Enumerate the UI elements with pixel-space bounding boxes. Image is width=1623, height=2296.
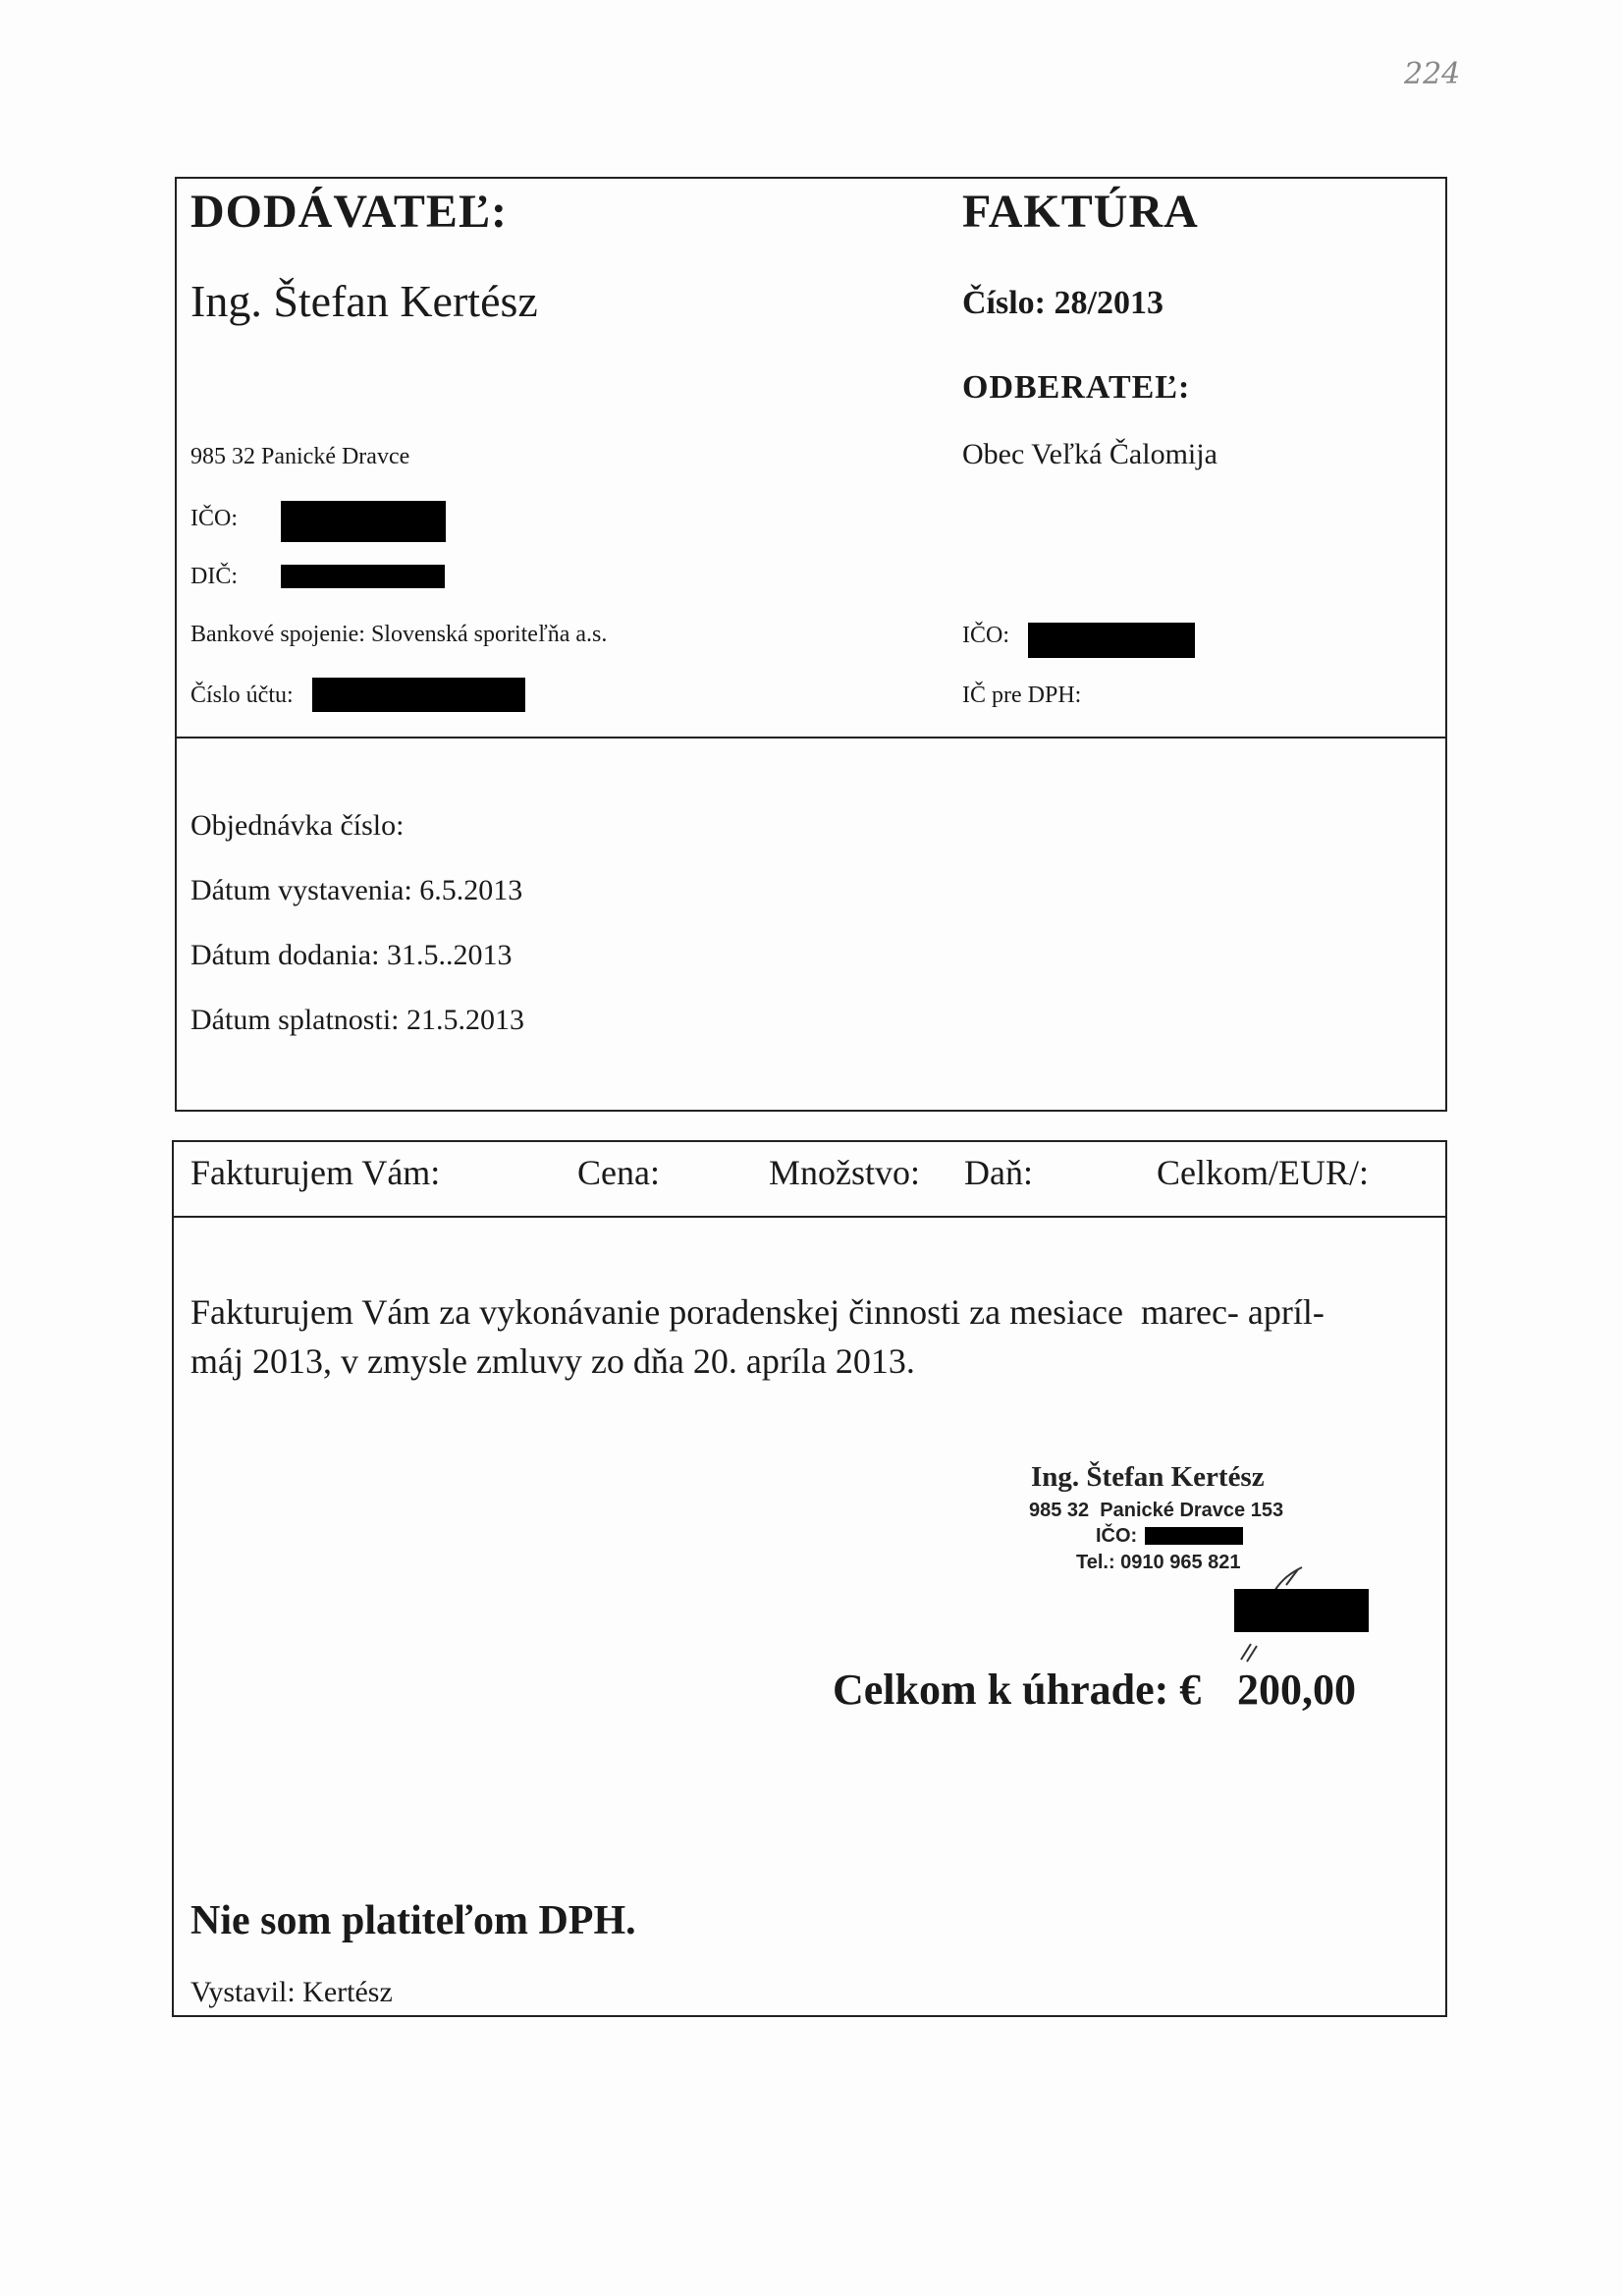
supplier-address: 985 32 Panické Dravce — [190, 444, 410, 469]
redacted-customer-ico — [1028, 623, 1195, 658]
supplier-heading: DODÁVATEĽ: — [190, 186, 508, 238]
stamp-name: Ing. Štefan Kertész — [1031, 1461, 1265, 1493]
redacted-signature — [1234, 1589, 1369, 1632]
total-label: Celkom k úhrade: € — [833, 1666, 1202, 1714]
invoice-number: Číslo: 28/2013 — [962, 285, 1163, 321]
supplier-dic-label: DIČ: — [190, 564, 238, 589]
description-line-1: Fakturujem Vám za vykonávanie poradenskej činnosti za mesiace marec- apríl- — [190, 1292, 1325, 1332]
items-header-divider — [172, 1216, 1447, 1218]
supplier-ico-label: IČO: — [190, 506, 238, 531]
col-header-tax: Daň: — [964, 1153, 1033, 1192]
vat-note: Nie som platiteľom DPH. — [190, 1898, 636, 1943]
supplier-name: Ing. Štefan Kertész — [190, 276, 538, 326]
due-date: Dátum splatnosti: 21.5.2013 — [190, 1004, 524, 1036]
description-line-2: máj 2013, v zmysle zmluvy zo dňa 20. apríla 2013. — [190, 1341, 915, 1381]
stamp-phone: Tel.: 0910 965 821 — [1076, 1552, 1241, 1573]
issue-date: Dátum vystavenia: 6.5.2013 — [190, 874, 523, 906]
customer-vat-label: IČ pre DPH: — [962, 683, 1082, 708]
redacted-supplier-account — [312, 678, 525, 712]
order-info-box — [175, 737, 1447, 1112]
col-header-invoice: Fakturujem Vám: — [190, 1153, 441, 1192]
page-number: 224 — [1404, 57, 1461, 91]
customer-name: Obec Veľká Čalomija — [962, 438, 1217, 470]
supplier-bank: Bankové spojenie: Slovenská sporiteľňa a.s. — [190, 622, 608, 647]
customer-heading: ODBERATEĽ: — [962, 369, 1191, 406]
stamp-ico-label: IČO: — [1096, 1525, 1138, 1547]
col-header-total: Celkom/EUR/: — [1157, 1153, 1369, 1192]
supplier-account-label: Číslo účtu: — [190, 683, 294, 708]
customer-ico-label: IČO: — [962, 623, 1009, 648]
issued-by: Vystavil: Kertész — [190, 1976, 393, 2008]
redacted-stamp-ico — [1145, 1527, 1243, 1545]
col-header-quantity: Množstvo: — [769, 1153, 921, 1192]
delivery-date: Dátum dodania: 31.5..2013 — [190, 939, 513, 971]
invoice-heading: FAKTÚRA — [962, 186, 1199, 238]
redacted-supplier-dic — [281, 565, 445, 588]
total-amount: 200,00 — [1237, 1666, 1356, 1714]
redacted-supplier-ico — [281, 501, 446, 542]
col-header-price: Cena: — [577, 1153, 660, 1192]
order-number: Objednávka číslo: — [190, 809, 405, 842]
stamp-address: 985 32 Panické Dravce 153 — [1029, 1500, 1284, 1521]
